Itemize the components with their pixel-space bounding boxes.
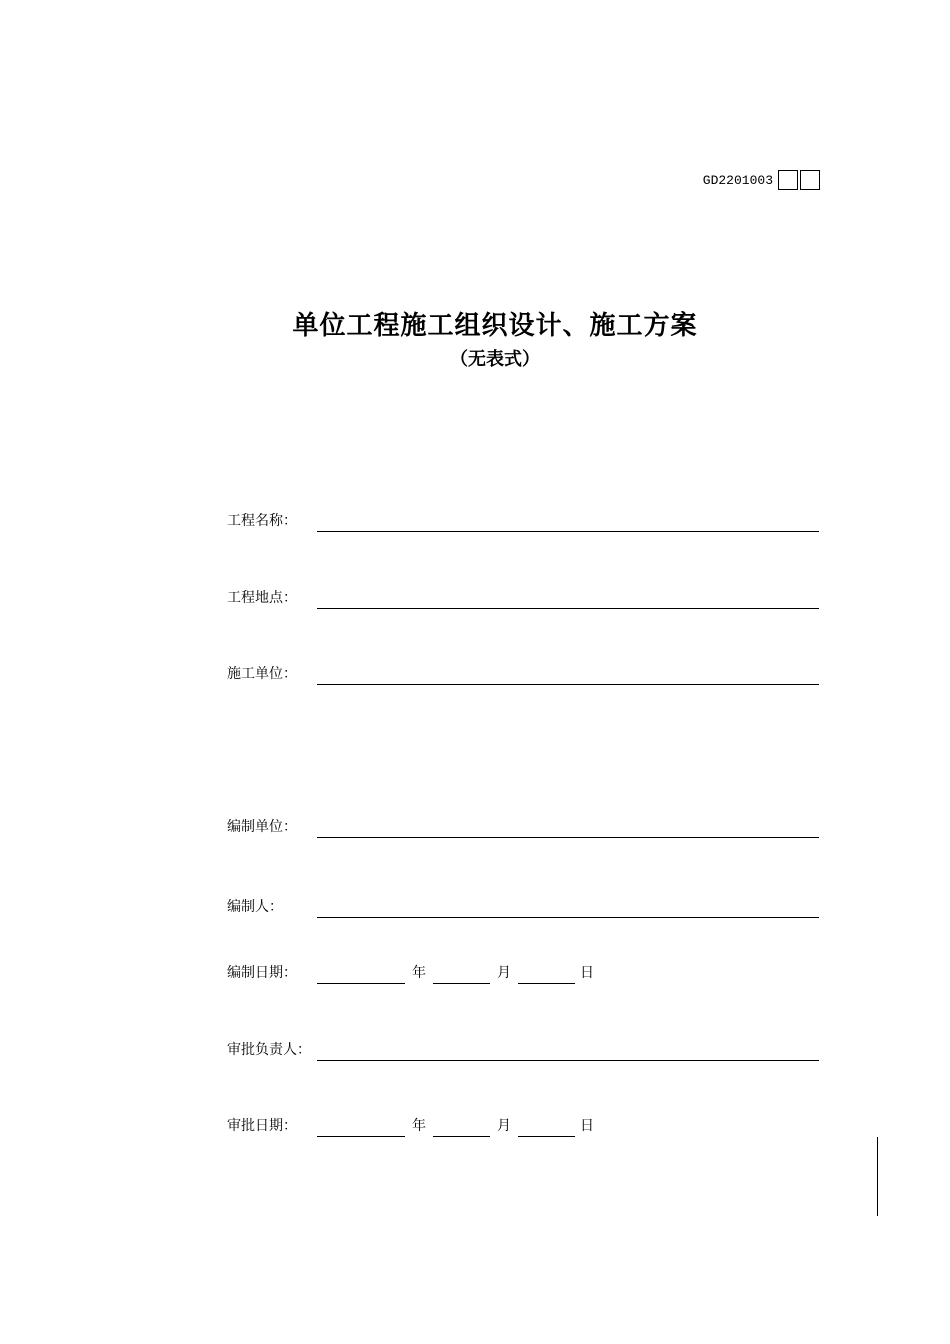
code-box-2[interactable]	[800, 170, 820, 190]
construction-unit-input-line[interactable]	[317, 684, 819, 685]
field-label: 工程名称：	[227, 513, 297, 529]
document-code-text: GD2201003	[702, 172, 773, 188]
year-label: 年	[412, 965, 426, 981]
field-project-location	[227, 585, 819, 609]
compile-day-input-line[interactable]	[518, 983, 575, 984]
compile-month-input-line[interactable]	[433, 983, 490, 984]
code-box-1[interactable]	[778, 170, 798, 190]
field-label: 编制单位：	[227, 819, 297, 835]
document-title: 单位工程施工组织设计、施工方案	[292, 311, 698, 341]
approval-year-input-line[interactable]	[317, 1136, 405, 1137]
project-location-input-line[interactable]	[317, 608, 819, 609]
field-compiling-unit	[227, 814, 819, 838]
year-label: 年	[412, 1118, 426, 1134]
document-code	[600, 170, 820, 190]
field-label: 编制日期：	[227, 965, 297, 981]
field-approval-date	[227, 1113, 819, 1137]
document-subtitle: （无表式）	[450, 349, 540, 370]
field-project-name	[227, 508, 819, 532]
field-label: 审批负责人：	[227, 1042, 311, 1058]
field-construction-unit	[227, 661, 819, 685]
field-label: 施工单位：	[227, 666, 297, 682]
field-label: 工程地点：	[227, 590, 297, 606]
approval-day-input-line[interactable]	[518, 1136, 575, 1137]
month-label: 月	[497, 965, 511, 981]
day-label: 日	[580, 965, 594, 981]
project-name-input-line[interactable]	[317, 531, 819, 532]
compile-year-input-line[interactable]	[317, 983, 405, 984]
month-label: 月	[497, 1118, 511, 1134]
day-label: 日	[580, 1118, 594, 1134]
field-approver	[227, 1037, 819, 1061]
margin-rule-line	[877, 1137, 878, 1216]
compiler-input-line[interactable]	[317, 917, 819, 918]
field-label: 编制人：	[227, 899, 283, 915]
field-compiler	[227, 894, 819, 918]
approval-month-input-line[interactable]	[433, 1136, 490, 1137]
approver-input-line[interactable]	[317, 1060, 819, 1061]
compiling-unit-input-line[interactable]	[317, 837, 819, 838]
field-label: 审批日期：	[227, 1118, 297, 1134]
field-compile-date	[227, 960, 819, 984]
